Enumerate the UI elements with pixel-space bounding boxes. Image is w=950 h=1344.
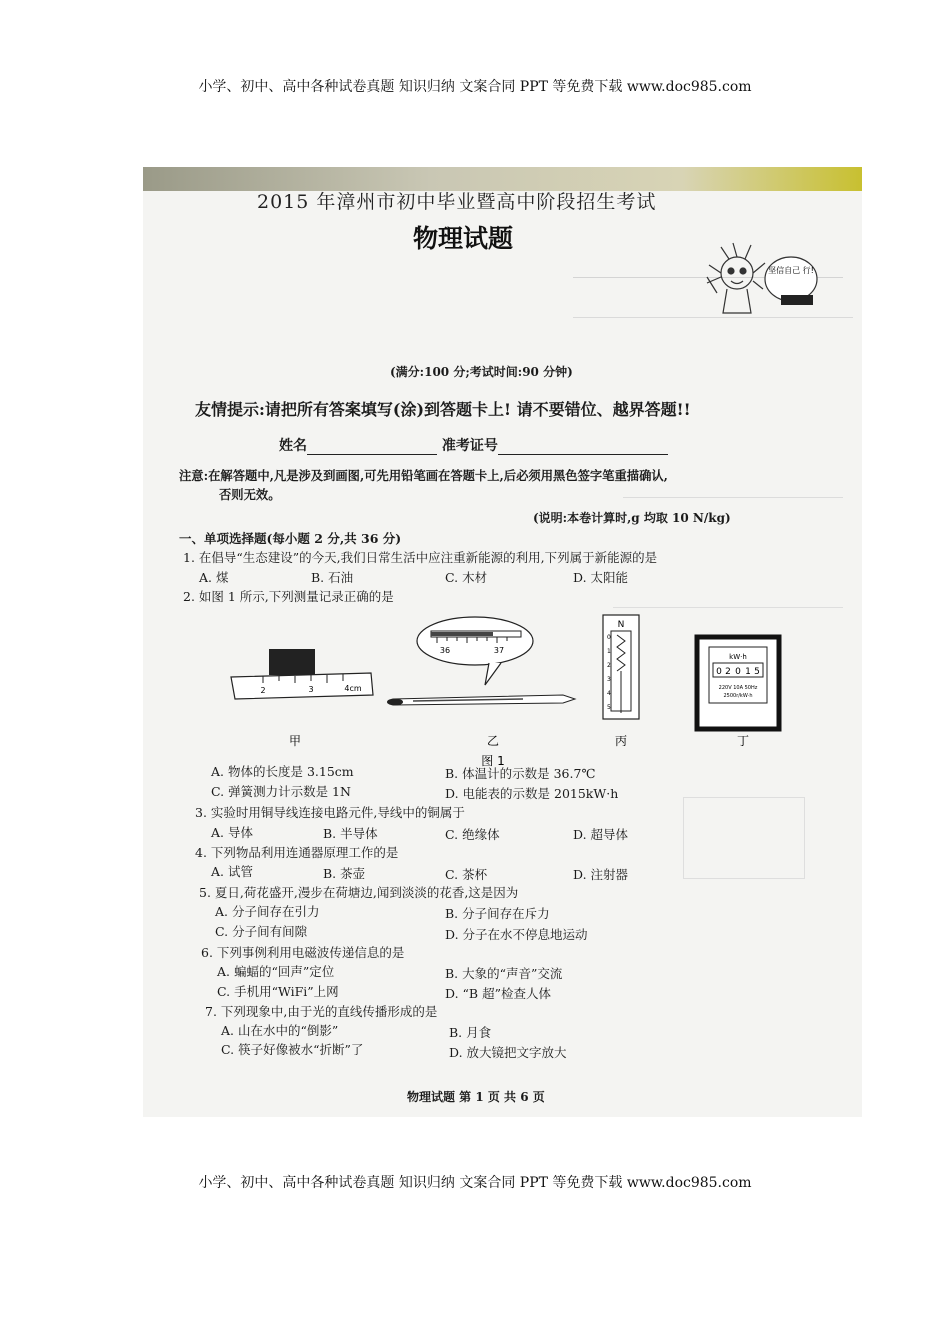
option: C. 绝缘体 bbox=[445, 827, 500, 842]
spring-tick: 3 bbox=[607, 676, 611, 683]
meter-spec: 2500r/kW·h bbox=[723, 693, 753, 699]
thermo-tick: 37 bbox=[493, 646, 505, 655]
figure-caption: 图 1 bbox=[481, 754, 505, 768]
option: D. 超导体 bbox=[573, 827, 629, 842]
option: C. 筷子好像被水“折断”了 bbox=[221, 1042, 364, 1057]
option: C. 手机用“WiFi”上网 bbox=[217, 984, 339, 999]
option: A. 试管 bbox=[211, 864, 253, 879]
option: A. 物体的长度是 3.15cm bbox=[211, 764, 354, 779]
option: D. 电能表的示数是 2015kW·h bbox=[445, 786, 619, 801]
meter-unit: kW·h bbox=[729, 653, 747, 661]
option: B. 茶壶 bbox=[323, 866, 366, 881]
spring-unit: N bbox=[617, 620, 625, 630]
question-stem: 2. 如图 1 所示,下列测量记录正确的是 bbox=[183, 589, 394, 604]
ruler-tick: 4cm bbox=[344, 684, 362, 693]
option: C. 茶杯 bbox=[445, 867, 488, 882]
option: B. 体温计的示数是 36.7℃ bbox=[445, 766, 596, 781]
question-stem: 3. 实验时用铜导线连接电路元件,导线中的铜属于 bbox=[195, 805, 465, 820]
section-heading: 一、单项选择题(每小题 2 分,共 36 分) bbox=[179, 531, 402, 546]
option: D. 注射器 bbox=[573, 867, 629, 882]
thermo-tick: 36 bbox=[439, 646, 451, 655]
spring-tick: 0 bbox=[607, 634, 611, 641]
question-stem: 6. 下列事例利用电磁波传递信息的是 bbox=[201, 945, 405, 960]
option: B. 石油 bbox=[311, 570, 354, 585]
site-banner-bottom: 小学、初中、高中各种试卷真题 知识归纳 文案合同 PPT 等免费下载 www.doc985.com bbox=[198, 1175, 752, 1191]
option: A. 山在水中的“倒影” bbox=[221, 1023, 339, 1038]
question-stem: 1. 在倡导“生态建设”的今天,我们日常生活中应注重新能源的利用,下列属于新能源的是 bbox=[183, 550, 658, 565]
meter-digit: 5 bbox=[754, 667, 760, 677]
exam-title: 2015 年漳州市初中毕业暨高中阶段招生考试 bbox=[257, 191, 657, 213]
spring-scale-diagram bbox=[603, 615, 639, 719]
mascot-caption: 坚信自己 行! bbox=[768, 266, 814, 275]
calc-remark: (说明:本卷计算时,g 均取 10 N/kg) bbox=[533, 511, 731, 525]
exam-meta: (满分:100 分;考试时间:90 分钟) bbox=[390, 365, 573, 379]
electric-meter-diagram bbox=[697, 637, 779, 729]
name-label: 姓名 bbox=[279, 438, 307, 454]
meter-digit: 0 bbox=[716, 667, 722, 677]
mascot-illustration bbox=[695, 233, 825, 325]
figure-1 bbox=[223, 615, 843, 768]
scanned-exam-page bbox=[143, 167, 862, 1117]
option: A. 导体 bbox=[211, 825, 253, 840]
note-line-2: 否则无效。 bbox=[219, 487, 281, 502]
question-stem: 5. 夏日,荷花盛开,漫步在荷塘边,闻到淡淡的花香,这是因为 bbox=[199, 885, 519, 900]
meter-digit: 2 bbox=[725, 667, 731, 677]
site-banner-top: 小学、初中、高中各种试卷真题 知识归纳 文案合同 PPT 等免费下载 www.doc985.com bbox=[198, 79, 752, 95]
figure-label-ding: 丁 bbox=[736, 734, 750, 748]
exam-id-label: 准考证号 bbox=[441, 438, 498, 454]
meter-digit: 1 bbox=[745, 667, 751, 677]
figure-label-yi: 乙 bbox=[486, 734, 500, 748]
option: A. 煤 bbox=[199, 570, 229, 585]
thermometer-diagram bbox=[387, 617, 575, 706]
option: D. “B 超”检查人体 bbox=[445, 986, 551, 1001]
option: D. 放大镜把文字放大 bbox=[449, 1045, 567, 1060]
ruler-tick: 3 bbox=[308, 685, 314, 694]
option: B. 分子间存在斥力 bbox=[445, 906, 550, 921]
question-stem: 7. 下列现象中,由于光的直线传播形成的是 bbox=[205, 1004, 438, 1019]
option: A. 分子间存在引力 bbox=[215, 904, 320, 919]
page-footer: 物理试题 第 1 页 共 6 页 bbox=[407, 1090, 545, 1104]
spring-tick: 4 bbox=[607, 690, 611, 697]
spring-tick: 5 bbox=[607, 704, 611, 711]
figure-label-bing: 丙 bbox=[614, 734, 628, 748]
question-stem: 4. 下列物品利用连通器原理工作的是 bbox=[195, 845, 399, 860]
option: B. 大象的“声音”交流 bbox=[445, 966, 563, 981]
ruler-tick: 2 bbox=[260, 686, 266, 695]
option: D. 太阳能 bbox=[573, 570, 629, 585]
option: C. 弹簧测力计示数是 1N bbox=[211, 784, 351, 799]
option: A. 蝙蝠的“回声”定位 bbox=[217, 964, 335, 979]
candidate-fields bbox=[279, 435, 668, 455]
figure-label-jia: 甲 bbox=[288, 734, 302, 748]
spring-tick: 2 bbox=[607, 662, 611, 669]
exam-id-blank bbox=[498, 440, 668, 455]
spring-tick: 1 bbox=[607, 648, 611, 655]
option: D. 分子在水不停息地运动 bbox=[445, 927, 588, 942]
option: B. 月食 bbox=[449, 1025, 492, 1040]
note-line-1: 注意:在解答题中,凡是涉及到画图,可先用铅笔画在答题卡上,后必须用黑色签字笔重描确认, bbox=[179, 468, 668, 483]
option: C. 分子间有间隙 bbox=[215, 924, 308, 939]
subject-title: 物理试题 bbox=[413, 224, 514, 253]
meter-digit: 0 bbox=[735, 667, 741, 677]
meter-spec: 220V 10A 50Hz bbox=[718, 685, 758, 691]
name-blank bbox=[307, 440, 437, 455]
answer-tip: 友情提示:请把所有答案填写(涂)到答题卡上! 请不要错位、越界答题!! bbox=[195, 400, 691, 419]
ruler-diagram bbox=[231, 649, 373, 699]
option: B. 半导体 bbox=[323, 826, 378, 841]
option: C. 木材 bbox=[445, 570, 488, 585]
